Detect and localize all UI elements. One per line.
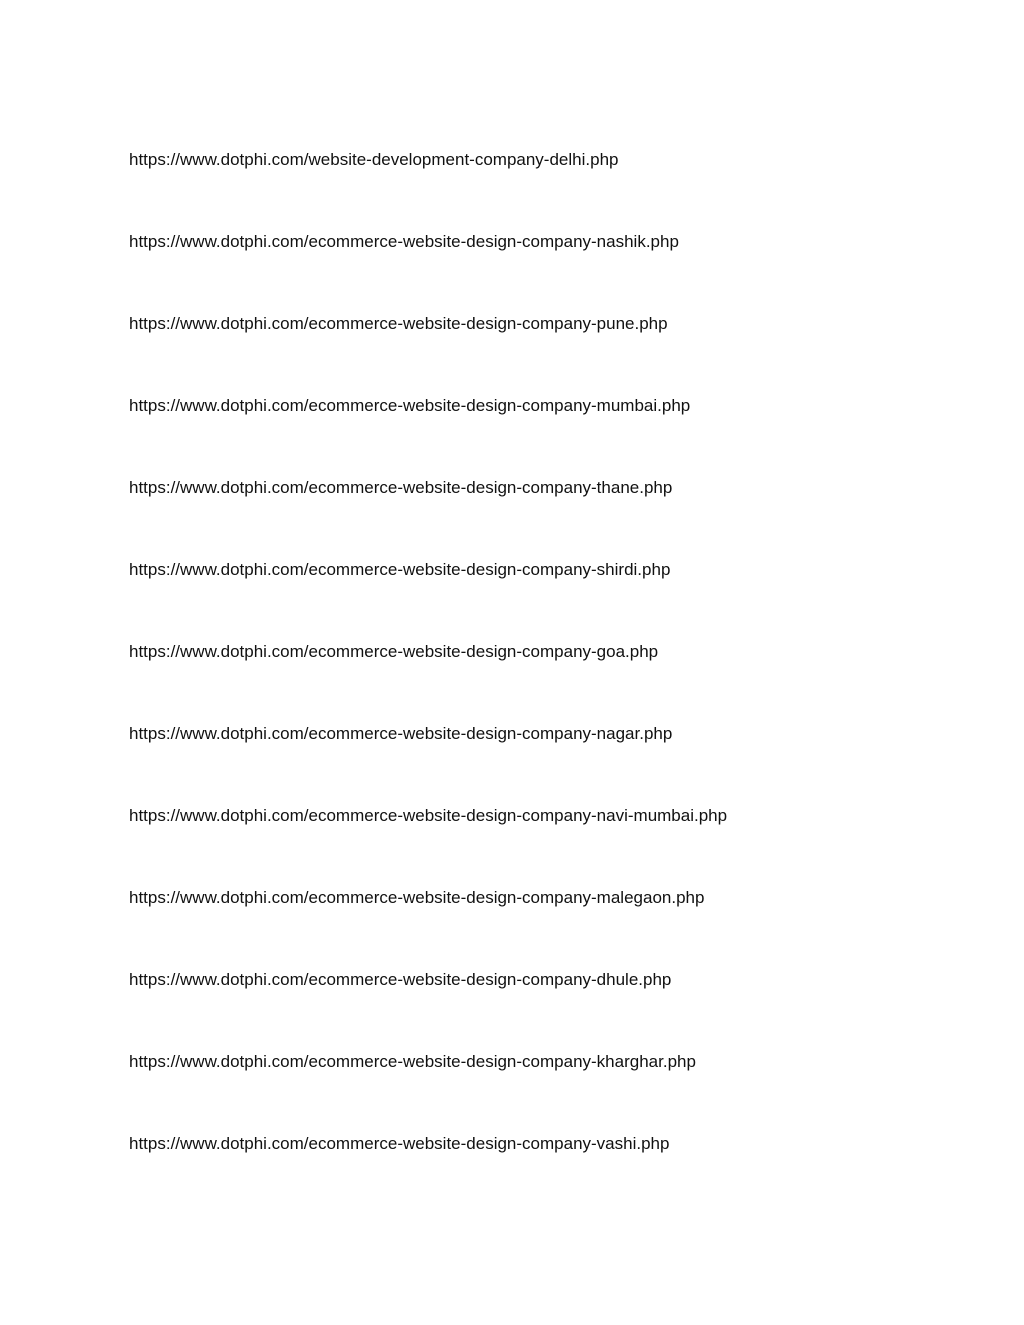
url-line: https://www.dotphi.com/ecommerce-website-design-company-nashik.php <box>129 232 679 251</box>
url-list <box>129 148 727 1214</box>
url-line: https://www.dotphi.com/ecommerce-website-design-company-vashi.php <box>129 1134 670 1153</box>
url-line: https://www.dotphi.com/website-development-company-delhi.php <box>129 150 619 169</box>
url-line: https://www.dotphi.com/ecommerce-website-design-company-navi-mumbai.php <box>129 806 728 825</box>
url-line: https://www.dotphi.com/ecommerce-website-design-company-mumbai.php <box>129 396 691 415</box>
url-line: https://www.dotphi.com/ecommerce-website-design-company-malegaon.php <box>129 888 705 907</box>
url-line: https://www.dotphi.com/ecommerce-website-design-company-nagar.php <box>129 724 673 743</box>
url-line: https://www.dotphi.com/ecommerce-website-design-company-goa.php <box>129 642 659 661</box>
url-line: https://www.dotphi.com/ecommerce-website-design-company-pune.php <box>129 314 668 333</box>
url-line: https://www.dotphi.com/ecommerce-website-design-company-thane.php <box>129 478 673 497</box>
url-line: https://www.dotphi.com/ecommerce-website-design-company-shirdi.php <box>129 560 671 579</box>
url-line: https://www.dotphi.com/ecommerce-website-design-company-dhule.php <box>129 970 672 989</box>
url-line: https://www.dotphi.com/ecommerce-website-design-company-kharghar.php <box>129 1052 696 1071</box>
